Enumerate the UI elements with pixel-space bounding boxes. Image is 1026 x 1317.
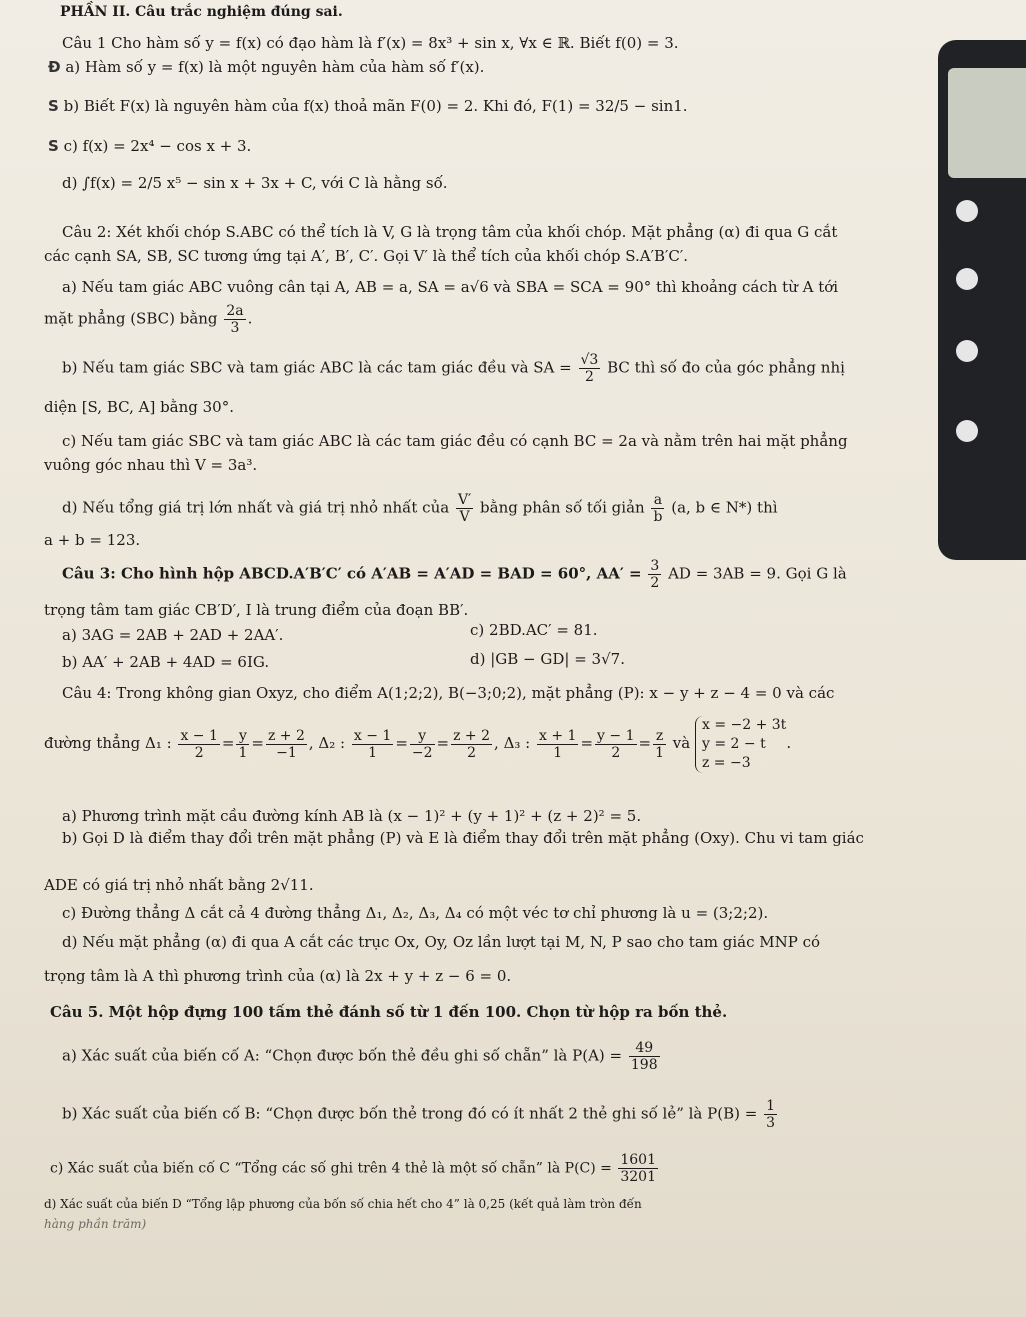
q5-b-fraction bbox=[764, 1098, 777, 1131]
q3-fraction bbox=[648, 558, 661, 591]
numerator: √3 bbox=[580, 352, 599, 368]
numerator: z + 2 bbox=[267, 727, 305, 744]
d2-frac-z bbox=[451, 728, 492, 761]
q5-option-b bbox=[62, 1098, 779, 1131]
denominator: 2 bbox=[194, 744, 204, 761]
q2-option-c-1: c) Nếu tam giác SBC và tam giác ABC là các tam giác đều có cạnh BC = 2a và nằm trên hai mặt phẳng bbox=[62, 432, 848, 450]
numerator: x − 1 bbox=[180, 727, 218, 744]
q3-option-a: a) 3AG = 2AB + 2AD + 2AA′. bbox=[62, 626, 284, 644]
denominator: b bbox=[653, 509, 663, 525]
numerator: 1601 bbox=[620, 1152, 656, 1168]
d4-eq-z: z = −3 bbox=[701, 754, 751, 771]
q1-option-a bbox=[48, 57, 484, 77]
q5-a-fraction bbox=[629, 1040, 660, 1073]
d3-frac-x bbox=[537, 728, 578, 761]
d2-label: , Δ₂ : bbox=[308, 734, 346, 752]
q2-b1-post: BC thì số đo của góc phẳng nhị bbox=[607, 358, 845, 377]
calculator-button bbox=[956, 340, 978, 362]
numerator: 1 bbox=[766, 1098, 776, 1114]
q5-option-a bbox=[62, 1040, 662, 1073]
q2-d1-text: d) Nếu tổng giá trị lớn nhất và giá trị nhỏ nhất của bbox=[62, 498, 450, 517]
q2-a2-text: mặt phẳng (SBC) bằng bbox=[44, 309, 218, 328]
q4-option-b-2: ADE có giá trị nhỏ nhất bằng 2√11. bbox=[44, 876, 314, 894]
q2-a2-fraction bbox=[224, 303, 245, 336]
q4-lines-label: đường thẳng Δ₁ : bbox=[44, 734, 172, 752]
q1-option-d: d) ∫f(x) = 2/5 x⁵ − sin x + 3x + C, với C là hằng số. bbox=[62, 174, 448, 192]
q2-option-b-1 bbox=[62, 352, 845, 385]
section-header: PHẦN II. Câu trắc nghiệm đúng sai. bbox=[60, 4, 343, 20]
q5-c-text: c) Xác suất của biến cố C “Tổng các số ghi trên 4 thẻ là một số chẵn” là P(C) = bbox=[50, 1160, 612, 1177]
q3-stem-text: Câu 3: Cho hình hộp ABCD.A′B′C′ có A′AB = A′AD = BAD = 60°, AA′ = bbox=[62, 564, 642, 583]
denominator: 1 bbox=[655, 744, 664, 761]
q1-option-c bbox=[48, 136, 251, 156]
q4-stem: Câu 4: Trong không gian Oxyz, cho điểm A(1;2;2), B(−3;0;2), mặt phẳng (P): x − y + z − 4 = 0 và các bbox=[62, 684, 835, 702]
q3-option-d: d) |GB − GD| = 3√7. bbox=[470, 650, 625, 668]
q3-stem-post: AD = 3AB = 9. Gọi G là bbox=[668, 564, 847, 583]
denominator: 2 bbox=[467, 744, 477, 761]
q2-stem-1: Câu 2: Xét khối chóp S.ABC có thể tích là V, G là trọng tâm của khối chóp. Mặt phẳng (α) đi qua G cắt bbox=[62, 223, 838, 241]
denominator: 3 bbox=[766, 1115, 776, 1131]
denominator: 2 bbox=[650, 575, 660, 591]
d4-eq-x: x = −2 + 3t bbox=[701, 716, 787, 733]
q5-c-fraction bbox=[618, 1152, 658, 1185]
numerator: 3 bbox=[650, 558, 660, 574]
d1-frac-z bbox=[266, 728, 307, 761]
q1-b-mark: S bbox=[48, 97, 59, 115]
d4-system bbox=[695, 716, 786, 773]
q2-option-a-2: mặt phẳng (SBC) bằng $\frac{2a}{3}$ . bbox=[44, 303, 253, 336]
q2-d1-post: (a, b ∈ N*) thì bbox=[671, 498, 778, 517]
denominator: 1 bbox=[553, 744, 563, 761]
q2-option-c-2: vuông góc nhau thì V = 3a³. bbox=[44, 456, 258, 474]
q4-lines: đường thẳng Δ₁ : $\frac{x - 1}{2}$ = $\frac{y}{1}$ = $\frac{z + 2}{-1}$ , Δ₂ : $\frac{x - 1}{1}$ = $\frac{y}{-2}$ = $\frac{z + 2}{2}$ , Δ₃ : $\frac{x + 1}{1}$ = $\frac{y - 1}{2}$ = $\frac{z}{1}$ và x = −2 + 3t y = 2 − t z = −3 . bbox=[44, 716, 792, 771]
denominator: −2 bbox=[411, 744, 433, 761]
q2-b1-fraction bbox=[579, 352, 601, 385]
denominator: 3 bbox=[230, 320, 240, 336]
numerator: V′ bbox=[457, 492, 472, 508]
numerator: x − 1 bbox=[353, 727, 392, 744]
numerator: y bbox=[236, 728, 249, 745]
q4-option-a: a) Phương trình mặt cầu đường kính AB là (x − 1)² + (y + 1)² + (z + 2)² = 5. bbox=[62, 807, 642, 825]
denominator: 3201 bbox=[620, 1169, 656, 1185]
q2-d1-fraction bbox=[456, 492, 473, 525]
q2-stem-2: các cạnh SA, SB, SC tương ứng tại A′, B′, C′. Gọi V′ là thể tích của khối chóp S.A′B′C′. bbox=[44, 247, 689, 265]
q5-option-d-2: hàng phần trăm) bbox=[44, 1217, 147, 1231]
d4-eq-y: y = 2 − t bbox=[701, 735, 766, 752]
d3-frac-z bbox=[653, 728, 666, 761]
d1-frac-y bbox=[236, 728, 249, 761]
numerator: z + 2 bbox=[453, 727, 491, 744]
numerator: 2a bbox=[226, 303, 244, 319]
denominator: 1 bbox=[368, 744, 378, 761]
q1-stem: Câu 1 Cho hàm số y = f(x) có đạo hàm là f′(x) = 8x³ + sin x, ∀x ∈ ℝ. Biết f(0) = 3. bbox=[62, 34, 679, 52]
denominator: 2 bbox=[584, 369, 594, 385]
q3-option-b: b) AA′ + 2AB + 4AD = 6IG. bbox=[62, 653, 270, 671]
numerator: x + 1 bbox=[539, 727, 577, 744]
q5-option-d-1: d) Xác suất của biến D “Tổng lập phương của bốn số chia hết cho 4” là 0,25 (kết quả làm tròn đến bbox=[44, 1197, 642, 1211]
q2-option-b-2: diện [S, BC, A] bằng 30°. bbox=[44, 398, 234, 416]
calculator-button bbox=[956, 420, 978, 442]
q2-option-a-1: a) Nếu tam giác ABC vuông cân tại A, AB = a, SA = a√6 và SBA = SCA = 90° thì khoảng cách từ A tới bbox=[62, 278, 839, 296]
calculator bbox=[938, 40, 1026, 560]
q3-stem-1 bbox=[62, 558, 847, 591]
q5-b-text: b) Xác suất của biến cố B: “Chọn được bốn thẻ trong đó có ít nhất 2 thẻ ghi số lẻ” là P(B) = bbox=[62, 1104, 758, 1123]
q4-option-d-1: d) Nếu mặt phẳng (α) đi qua A cắt các trục Ox, Oy, Oz lần lượt tại M, N, P sao cho tam giác MNP có bbox=[62, 933, 821, 951]
denominator: 1 bbox=[238, 744, 248, 761]
numerator: y bbox=[410, 728, 435, 745]
d3-frac-y bbox=[595, 728, 636, 761]
q4-and: và bbox=[672, 734, 691, 752]
d2-frac-y bbox=[410, 728, 435, 761]
q1-a-text: a) Hàm số y = f(x) là một nguyên hàm của hàm số f′(x). bbox=[65, 58, 485, 76]
q5-option-c bbox=[50, 1152, 660, 1185]
q1-c-mark: S bbox=[48, 137, 59, 155]
q4-option-c: c) Đường thẳng Δ cắt cả 4 đường thẳng Δ₁, Δ₂, Δ₃, Δ₄ có một véc tơ chỉ phương là u = (3;2;2). bbox=[62, 904, 769, 922]
calculator-screen bbox=[948, 68, 1026, 178]
q2-d1-mid: bằng phân số tối giản bbox=[480, 498, 645, 517]
q1-a-mark: Đ bbox=[48, 58, 61, 76]
calculator-button bbox=[956, 268, 978, 290]
denominator: 198 bbox=[630, 1057, 658, 1073]
q2-b1-text: b) Nếu tam giác SBC và tam giác ABC là các tam giác đều và SA = bbox=[62, 358, 572, 377]
q2-option-d-1 bbox=[62, 492, 778, 525]
q1-option-b bbox=[48, 96, 688, 116]
numerator: z bbox=[653, 728, 666, 745]
q5-stem: Câu 5. Một hộp đựng 100 tấm thẻ đánh số từ 1 đến 100. Chọn từ hộp ra bốn thẻ. bbox=[50, 1003, 728, 1021]
denominator: −1 bbox=[276, 744, 297, 761]
d3-label: , Δ₃ : bbox=[494, 734, 531, 752]
q2-option-d-2: a + b = 123. bbox=[44, 531, 141, 549]
d1-frac-x bbox=[178, 728, 219, 761]
q2-d1-fraction-2 bbox=[651, 492, 664, 525]
q3-option-c: c) 2BD.AC′ = 81. bbox=[470, 621, 598, 639]
q5-a-text: a) Xác suất của biến cố A: “Chọn được bốn thẻ đều ghi số chẵn” là P(A) = bbox=[62, 1046, 623, 1065]
q1-b-text: b) Biết F(x) là nguyên hàm của f(x) thoả mãn F(0) = 2. Khi đó, F(1) = 32/5 − sin1. bbox=[63, 97, 688, 115]
q3-stem-2: trọng tâm tam giác CB′D′, I là trung điểm của đoạn BB′. bbox=[44, 601, 469, 619]
q4-option-b-1: b) Gọi D là điểm thay đổi trên mặt phẳng (P) và E là điểm thay đổi trên mặt phẳng (Oxy). Chu vi tam giác bbox=[62, 829, 864, 847]
numerator: a bbox=[651, 492, 664, 509]
denominator: V bbox=[459, 509, 470, 525]
denominator: 2 bbox=[611, 744, 621, 761]
numerator: y − 1 bbox=[597, 727, 635, 744]
q4-option-d-2: trọng tâm là A thì phương trình của (α) là 2x + y + z − 6 = 0. bbox=[44, 967, 512, 985]
calculator-button bbox=[956, 200, 978, 222]
q1-c-text: c) f(x) = 2x⁴ − cos x + 3. bbox=[63, 137, 252, 155]
numerator: 49 bbox=[629, 1040, 660, 1057]
d2-frac-x bbox=[352, 728, 393, 761]
